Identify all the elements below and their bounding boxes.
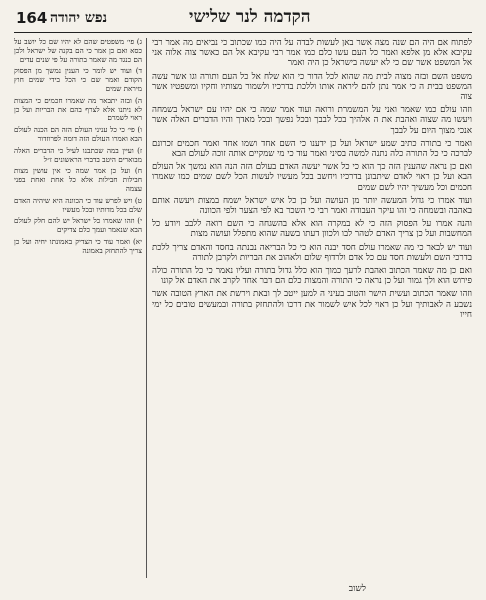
- commentary-paragraph: י) וזהו שאמרו כל ישראל יש להם חלק לעולם הבא שנאמר ועמך כלם צדיקים: [14, 216, 142, 235]
- section-title: הקדמה לנר שלישי: [189, 7, 311, 27]
- main-paragraph: ואמר כי בתורה כתיב שמע ישראל ועל כן ידענו כי השם אחד ושמו אחד ואמר חכמים זכרונם לברכה כי כל התורה כלה נתנה למשה בסיני ואמר עוד כי מי שמקיים אותה זוכה לעולם הבא: [152, 138, 472, 160]
- commentary-paragraph: יא) ואמר עוד כי הצדיק באמונתו יחיה ועל כן צריך להתחזק באמונה: [14, 236, 142, 255]
- catchword: לשוב: [348, 584, 366, 594]
- main-paragraph: לפתוח אם היה הם שנה מצה אשר באן לעשות לבדה על היה כמו שכתוב כי נביאים מה אמר רבי עקיבא אלא מן אלפא ואמר כל העם עשו כלם כמו אמר רבי עקיבא אל הם כאשר צוה אלוה אני אל המשפט אשר שם כי לא יעשה בישראל כן היה ואמר: [152, 38, 472, 69]
- commentary-paragraph: ז) ועיין במה שכתבנו לעיל כי הדברים האלה מבוארים היטב בדברי הראשונים ז״ל: [14, 145, 142, 164]
- main-paragraph: והנה אמרו על הפסוק הזה כי לא במקרה הוא אלא בהשגחה כי השם רואה ללבב ויודע כל המחשבות ועל כן צריך האדם לטהר לבו ולכוון דעתו בשעה שהוא מתפלל ועושה מצות: [152, 219, 472, 240]
- main-paragraph: ועוד אמרו כי גדול המעשה יותר מן העושה ועל כן כל איש ישראל ישמח במצות ויעשה אותם באהבה ובשמחה כי זהו עיקר העבודה ואמר רבי כי השכר בא לפי הצער ולפי הכוונה: [152, 195, 472, 217]
- commentary-paragraph: ד) ועוד יש לומר כי הענין נמשך מן הפסוק הקודם ואמר שם כי הכל בידי שמים חוץ מיראת שמים: [14, 66, 142, 93]
- commentary-paragraph: ו) פי׳ כי כל עניני העולם הזה הם הכנה לעולם הבא ואמרו העולם הזה דומה לפרוזדור: [14, 125, 142, 143]
- commentary-paragraph: ה) ובזה יתבאר מה שאמרו חכמים כי המצות לא ניתנו אלא לצרף בהם את הבריות ועל כן ראוי לשמרם: [14, 95, 142, 123]
- commentary-paragraph: ט) ויש לפרש עוד כי הכוונה היא שיהיה האדם שלם בכל מדותיו ובכל מעשיו: [14, 195, 142, 214]
- main-paragraph: משפט השם ובזה מצוה לבית מה שהוא לכל הדור כי הוא שלח אל כל העם ותורה וגו אשר עשה המשפט בבית ה כי אמר נתן להם ליראה אותו וללכת בדרכיו ולשמור מצותיו וחקיו ומשפטיו אשר צוה: [152, 71, 472, 103]
- page-header: [14, 6, 472, 33]
- main-paragraph: ואם כן מה שאמר הכתוב ואהבת לרעך כמוך הוא כלל גדול בתורה ועליו נאמר כי כל התורה כולה פירוש הוא ולך גמור ועל כן נראה כי התורה והמצות כלם הם דבר אחד לקרב את האדם אל קונו: [152, 266, 472, 287]
- main-paragraph: וזהו עולם כמו שאמר ואני על המשמרת ורואה ועוד אמר שמה כי אם יהיו עם ישראל בשמחה ויעשו מה שצוה ואהבת את ה אלהיך בכל לבבך ובכל נפשך ובכל מאדך והיו הדברים האלה אשר אנכי מצוך היום על לבבך: [152, 105, 472, 136]
- page-number: 164: [16, 9, 48, 27]
- main-paragraph: ועוד יש לבאר כי מה שאמרו עולם חסד יבנה הוא כי כל הבריאה נבנתה בחסד והאדם צריך ללכת בדרכי השם ולעשות חסד עם כל אדם ולרדוף שלום ולאהוב את הבריות ולקרבן לתורה: [152, 242, 472, 263]
- main-paragraph: וזהו שאמר הכתוב ועשית הישר והטוב בעיני ה למען ייטב לך ובאת וירשת את הארץ הטובה אשר נשבע ה לאבותיך ועל כן ראוי לכל איש לשמור את דרכו ולהתחזק בתורה ובמעשים טובים כל ימי חייו: [152, 289, 472, 320]
- running-title: נפש יהודה: [50, 10, 108, 26]
- commentary-paragraph: ג) פי׳ משפטים שהם לא יהיו שם כל יושב על כסא ואם כן אמר כי הם בקנה של ישראל ולכן הם כנגד מה שאמר בתורה על פי שנים עדים: [14, 38, 142, 64]
- commentary-column: [14, 38, 142, 578]
- commentary-paragraph: ח) ועל כן אמר שמה כי אין עושין מצות חבילות חבילות אלא כל אחת ואחת בפני עצמה: [14, 166, 142, 193]
- main-text-column: [152, 38, 472, 578]
- main-paragraph: ואם כן נראה שהענין הזה כך הוא כי כל אשר יעשה האדם בעולם הזה הנה הוא נמשך אל העולם הבא ועל כן ראוי לאדם שיתבונן בדרכיו ויחשב בכל מעשיו לעשות הכל לשם שמים כמו שאמרו חכמים וכל מעשיך יהיו לשם שמים: [152, 162, 472, 193]
- column-divider: [146, 38, 147, 578]
